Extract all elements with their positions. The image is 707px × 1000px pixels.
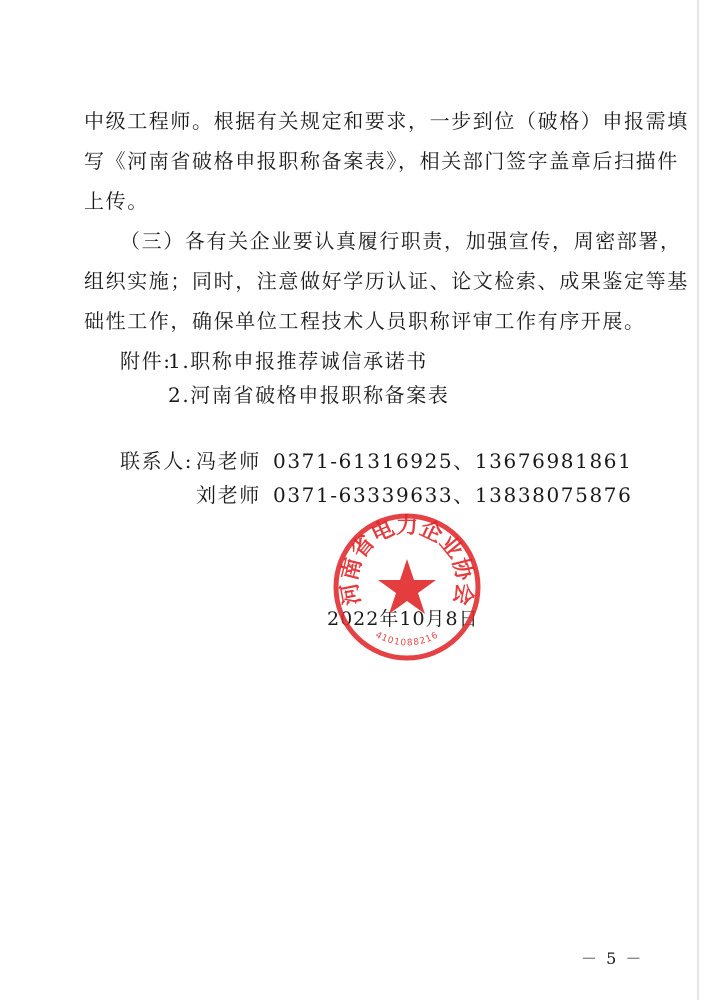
seal-code: 4101088216 xyxy=(373,630,441,649)
attachment-item-1: 1.职称申报推荐诚信承诺书 xyxy=(168,349,428,373)
contact-phones-2: 0371-63339633、13838075876 xyxy=(273,483,633,507)
contact-name-2: 刘老师 xyxy=(196,483,261,507)
body-line-4: （三）各有关企业要认真履行职责，加强宣传，周密部署， xyxy=(120,229,682,253)
seal-org-name: 河南省电力企业协会 xyxy=(337,514,477,608)
seal-star-icon xyxy=(378,559,436,614)
page-edge xyxy=(697,0,699,1000)
attachment-item-2: 2.河南省破格申报职称备案表 xyxy=(168,383,450,407)
official-seal xyxy=(327,507,487,667)
body-line-2: 写《河南省破格申报职称备案表》，相关部门签字盖章后扫描件 xyxy=(84,149,679,173)
attachments-label: 附件: xyxy=(120,349,172,373)
contacts-label: 联系人: xyxy=(120,449,194,473)
body-line-6: 础性工作，确保单位工程技术人员职称评审工作有序开展。 xyxy=(84,309,646,333)
document-date: 2022年10月8日 xyxy=(327,608,479,630)
body-line-3: 上传。 xyxy=(84,189,149,213)
contact-name-1: 冯老师 xyxy=(196,449,261,473)
page-number: － 5 － xyxy=(581,949,644,968)
body-line-5: 组织实施；同时，注意做好学历认证、论文检索、成果鉴定等基 xyxy=(84,269,689,293)
body-line-1: 中级工程师。根据有关规定和要求，一步到位（破格）申报需填 xyxy=(84,109,689,133)
contact-phones-1: 0371-61316925、13676981861 xyxy=(273,449,633,473)
